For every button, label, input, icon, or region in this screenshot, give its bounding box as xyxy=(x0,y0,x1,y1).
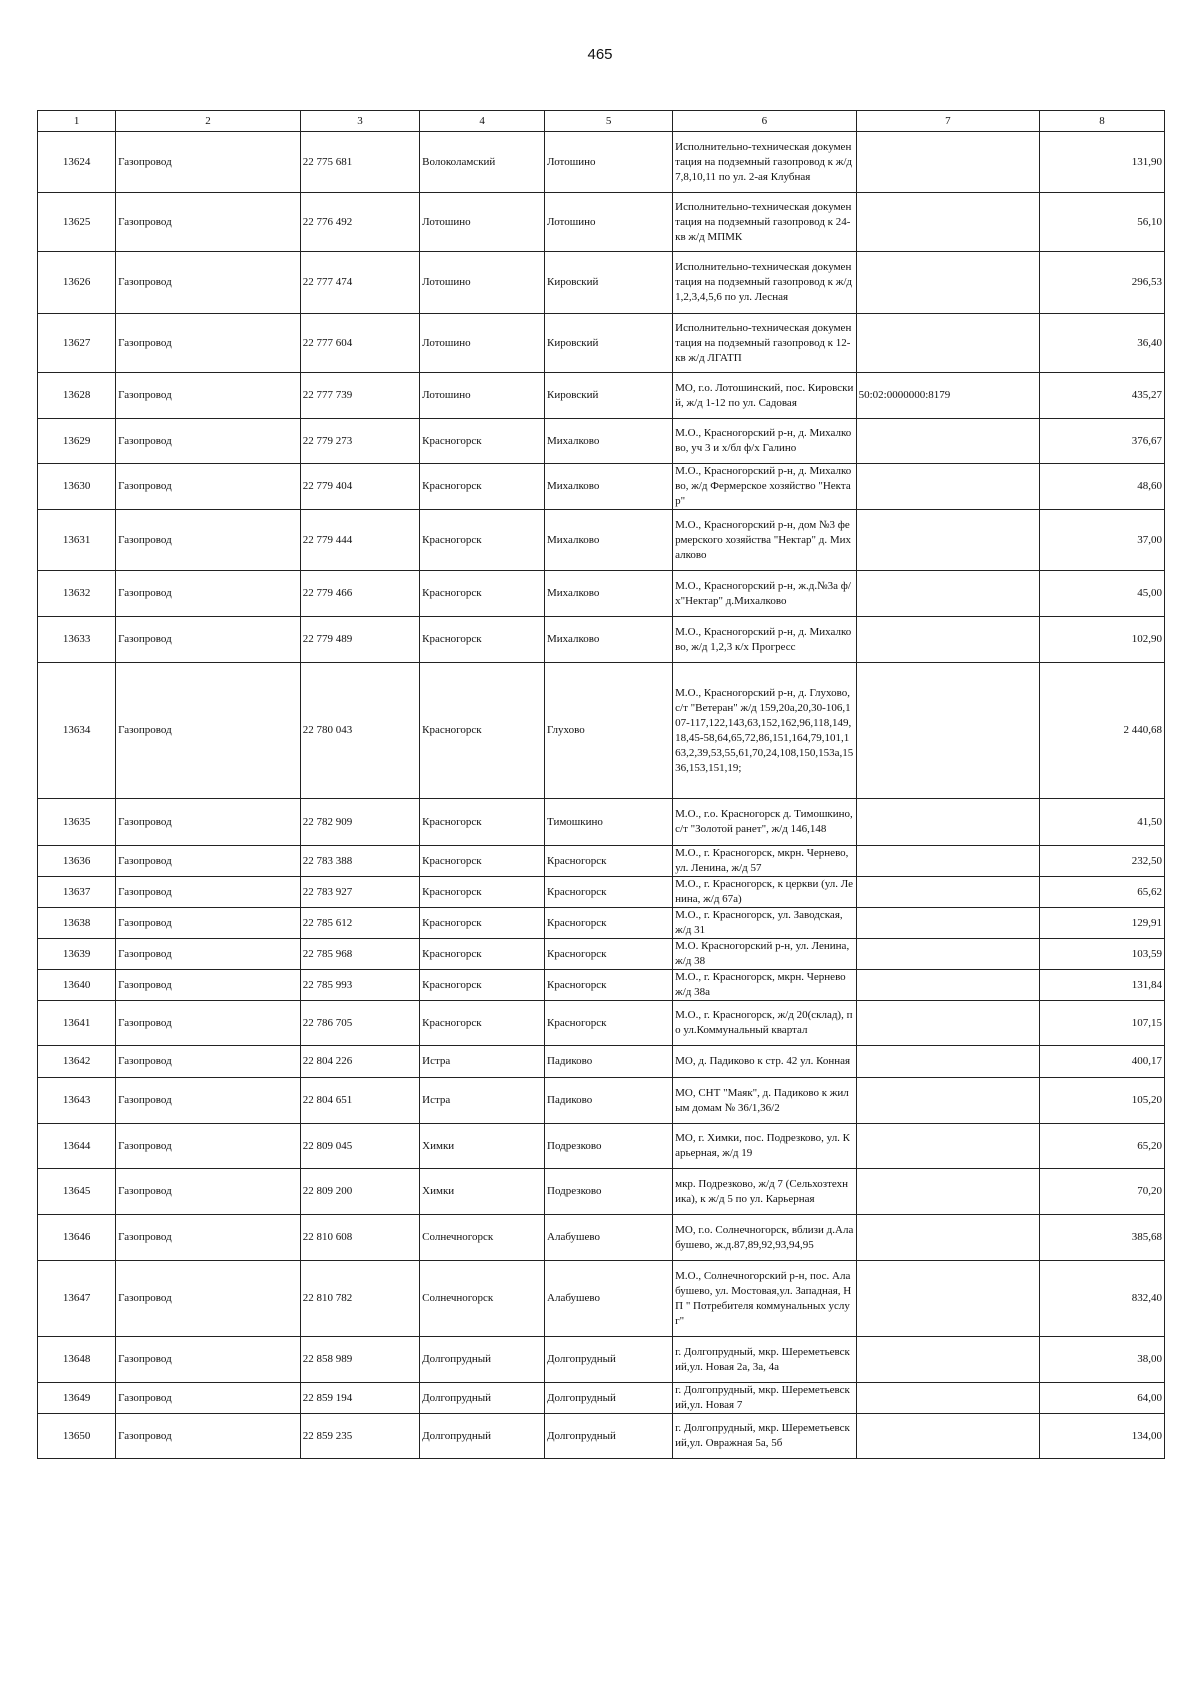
object-length: 832,40 xyxy=(1040,1261,1165,1337)
cadastral-number xyxy=(856,1215,1039,1261)
district-name: Солнечногорск xyxy=(420,1261,545,1337)
column-header: 6 xyxy=(673,111,856,132)
object-length: 435,27 xyxy=(1040,373,1165,419)
object-length: 385,68 xyxy=(1040,1215,1165,1261)
district-name: Красногорск xyxy=(420,464,545,510)
object-name: Газопровод xyxy=(116,617,301,663)
entry-number: 13634 xyxy=(38,663,116,799)
object-name: Газопровод xyxy=(116,908,301,939)
cadastral-number xyxy=(856,846,1039,877)
object-length: 41,50 xyxy=(1040,799,1165,846)
object-name: Газопровод xyxy=(116,663,301,799)
object-name: Газопровод xyxy=(116,970,301,1001)
object-length: 37,00 xyxy=(1040,510,1165,571)
locality-name: Кировский xyxy=(545,373,673,419)
object-name: Газопровод xyxy=(116,193,301,252)
locality-name: Михалково xyxy=(545,571,673,617)
cadastral-number xyxy=(856,193,1039,252)
object-code: 22 809 200 xyxy=(300,1169,419,1215)
object-address: Исполнительно-техническая документация на подземный газопровод к 24-кв ж/д МПМК xyxy=(673,193,856,252)
entry-number: 13632 xyxy=(38,571,116,617)
locality-name: Кировский xyxy=(545,252,673,314)
object-address: М.О., г. Красногорск, мкрн. Чернево ж/д 38а xyxy=(673,970,856,1001)
entry-number: 13635 xyxy=(38,799,116,846)
table-row xyxy=(38,908,1165,939)
district-name: Химки xyxy=(420,1124,545,1169)
object-name: Газопровод xyxy=(116,314,301,373)
object-name: Газопровод xyxy=(116,1261,301,1337)
district-name: Красногорск xyxy=(420,663,545,799)
table-row xyxy=(38,970,1165,1001)
object-code: 22 780 043 xyxy=(300,663,419,799)
cadastral-number xyxy=(856,1337,1039,1383)
column-header: 7 xyxy=(856,111,1039,132)
district-name: Красногорск xyxy=(420,617,545,663)
entry-number: 13631 xyxy=(38,510,116,571)
object-address: М.О., Красногорский р-н, ж.д.№3а ф/х"Нектар" д.Михалково xyxy=(673,571,856,617)
column-header: 4 xyxy=(420,111,545,132)
cadastral-number xyxy=(856,132,1039,193)
locality-name: Долгопрудный xyxy=(545,1337,673,1383)
object-code: 22 785 993 xyxy=(300,970,419,1001)
district-name: Волоколамский xyxy=(420,132,545,193)
district-name: Красногорск xyxy=(420,510,545,571)
entry-number: 13636 xyxy=(38,846,116,877)
object-address: г. Долгопрудный, мкр. Шереметьевский,ул. Новая 2а, 3а, 4а xyxy=(673,1337,856,1383)
cadastral-number xyxy=(856,1383,1039,1414)
locality-name: Лотошино xyxy=(545,132,673,193)
object-name: Газопровод xyxy=(116,1046,301,1078)
table-row xyxy=(38,510,1165,571)
entry-number: 13642 xyxy=(38,1046,116,1078)
table-row xyxy=(38,939,1165,970)
object-address: г. Долгопрудный, мкр. Шереметьевский,ул. Овражная 5а, 5б xyxy=(673,1414,856,1459)
object-address: М.О., Красногорский р-н, д. Михалково, уч 3 и х/бл ф/х Галино xyxy=(673,419,856,464)
object-length: 105,20 xyxy=(1040,1078,1165,1124)
district-name: Долгопрудный xyxy=(420,1414,545,1459)
cadastral-number xyxy=(856,1414,1039,1459)
object-address: М.О., Красногорский р-н, д. Михалково, ж/д Фермерское хозяйство "Нектар" xyxy=(673,464,856,510)
locality-name: Красногорск xyxy=(545,939,673,970)
object-name: Газопровод xyxy=(116,1001,301,1046)
object-length: 129,91 xyxy=(1040,908,1165,939)
object-code: 22 804 226 xyxy=(300,1046,419,1078)
object-code: 22 777 604 xyxy=(300,314,419,373)
object-address: М.О. Красногорский р-н, ул. Ленина, ж/д 38 xyxy=(673,939,856,970)
cadastral-number xyxy=(856,464,1039,510)
district-name: Красногорск xyxy=(420,571,545,617)
object-address: М.О., г. Красногорск, к церкви (ул. Ленина, ж/д 67а) xyxy=(673,877,856,908)
object-address: М.О., Красногорский р-н, д. Михалково, ж/д 1,2,3 к/х Прогресс xyxy=(673,617,856,663)
entry-number: 13637 xyxy=(38,877,116,908)
object-code: 22 859 235 xyxy=(300,1414,419,1459)
district-name: Лотошино xyxy=(420,252,545,314)
cadastral-number xyxy=(856,419,1039,464)
entry-number: 13641 xyxy=(38,1001,116,1046)
cadastral-number xyxy=(856,314,1039,373)
district-name: Лотошино xyxy=(420,314,545,373)
entry-number: 13633 xyxy=(38,617,116,663)
object-length: 102,90 xyxy=(1040,617,1165,663)
object-address: Исполнительно-техническая документация на подземный газопровод к ж/д 7,8,10,11 по ул. 2-ая Клубная xyxy=(673,132,856,193)
table-row xyxy=(38,846,1165,877)
entry-number: 13625 xyxy=(38,193,116,252)
column-header-row xyxy=(38,111,1165,132)
entry-number: 13647 xyxy=(38,1261,116,1337)
district-name: Красногорск xyxy=(420,846,545,877)
object-code: 22 858 989 xyxy=(300,1337,419,1383)
cadastral-number xyxy=(856,1046,1039,1078)
object-length: 36,40 xyxy=(1040,314,1165,373)
cadastral-number xyxy=(856,252,1039,314)
table-row xyxy=(38,571,1165,617)
object-length: 134,00 xyxy=(1040,1414,1165,1459)
object-address: МО, г.о. Лотошинский, пос. Кировский, ж/д 1-12 по ул. Садовая xyxy=(673,373,856,419)
object-name: Газопровод xyxy=(116,1078,301,1124)
object-name: Газопровод xyxy=(116,877,301,908)
object-name: Газопровод xyxy=(116,1169,301,1215)
locality-name: Алабушево xyxy=(545,1261,673,1337)
locality-name: Красногорск xyxy=(545,970,673,1001)
locality-name: Долгопрудный xyxy=(545,1383,673,1414)
table-row xyxy=(38,1337,1165,1383)
object-address: Исполнительно-техническая документация на подземный газопровод к 12-кв ж/д ЛГАТП xyxy=(673,314,856,373)
object-code: 22 785 968 xyxy=(300,939,419,970)
entry-number: 13630 xyxy=(38,464,116,510)
entry-number: 13644 xyxy=(38,1124,116,1169)
district-name: Красногорск xyxy=(420,419,545,464)
cadastral-number xyxy=(856,799,1039,846)
locality-name: Красногорск xyxy=(545,1001,673,1046)
object-length: 56,10 xyxy=(1040,193,1165,252)
object-code: 22 779 444 xyxy=(300,510,419,571)
object-code: 22 775 681 xyxy=(300,132,419,193)
object-length: 131,84 xyxy=(1040,970,1165,1001)
table-row xyxy=(38,617,1165,663)
object-name: Газопровод xyxy=(116,1337,301,1383)
object-length: 64,00 xyxy=(1040,1383,1165,1414)
district-name: Красногорск xyxy=(420,1001,545,1046)
entry-number: 13627 xyxy=(38,314,116,373)
table-row xyxy=(38,1078,1165,1124)
object-address: МО, г.о. Солнечногорск, вблизи д.Алабушево, ж.д.87,89,92,93,94,95 xyxy=(673,1215,856,1261)
district-name: Химки xyxy=(420,1169,545,1215)
table-row xyxy=(38,464,1165,510)
object-address: М.О., г. Красногорск, мкрн. Чернево, ул. Ленина, ж/д 57 xyxy=(673,846,856,877)
locality-name: Долгопрудный xyxy=(545,1414,673,1459)
cadastral-number xyxy=(856,908,1039,939)
column-header: 5 xyxy=(545,111,673,132)
entry-number: 13629 xyxy=(38,419,116,464)
table-row xyxy=(38,1383,1165,1414)
table-row xyxy=(38,1169,1165,1215)
object-address: М.О., Красногорский р-н, дом №3 фермерского хозяйства "Нектар" д. Михалково xyxy=(673,510,856,571)
entry-number: 13648 xyxy=(38,1337,116,1383)
cadastral-number xyxy=(856,1124,1039,1169)
object-address: МО, СНТ "Маяк", д. Падиково к жилым домам № 36/1,36/2 xyxy=(673,1078,856,1124)
object-length: 232,50 xyxy=(1040,846,1165,877)
object-length: 376,67 xyxy=(1040,419,1165,464)
district-name: Красногорск xyxy=(420,908,545,939)
page-number: 465 xyxy=(587,46,613,63)
object-name: Газопровод xyxy=(116,1414,301,1459)
column-header: 2 xyxy=(116,111,301,132)
object-code: 22 777 739 xyxy=(300,373,419,419)
locality-name: Подрезково xyxy=(545,1124,673,1169)
object-name: Газопровод xyxy=(116,799,301,846)
table-row xyxy=(38,1414,1165,1459)
object-length: 103,59 xyxy=(1040,939,1165,970)
district-name: Красногорск xyxy=(420,970,545,1001)
object-code: 22 810 608 xyxy=(300,1215,419,1261)
table-row xyxy=(38,1124,1165,1169)
column-header: 3 xyxy=(300,111,419,132)
cadastral-number xyxy=(856,571,1039,617)
entry-number: 13626 xyxy=(38,252,116,314)
object-code: 22 786 705 xyxy=(300,1001,419,1046)
object-length: 70,20 xyxy=(1040,1169,1165,1215)
locality-name: Михалково xyxy=(545,464,673,510)
entry-number: 13628 xyxy=(38,373,116,419)
locality-name: Алабушево xyxy=(545,1215,673,1261)
object-code: 22 779 489 xyxy=(300,617,419,663)
object-code: 22 783 927 xyxy=(300,877,419,908)
object-name: Газопровод xyxy=(116,846,301,877)
locality-name: Подрезково xyxy=(545,1169,673,1215)
district-name: Истра xyxy=(420,1078,545,1124)
entry-number: 13645 xyxy=(38,1169,116,1215)
object-length: 296,53 xyxy=(1040,252,1165,314)
locality-name: Михалково xyxy=(545,419,673,464)
district-name: Долгопрудный xyxy=(420,1337,545,1383)
table-row xyxy=(38,373,1165,419)
table-row xyxy=(38,1215,1165,1261)
district-name: Лотошино xyxy=(420,373,545,419)
object-name: Газопровод xyxy=(116,132,301,193)
object-name: Газопровод xyxy=(116,571,301,617)
table-row xyxy=(38,799,1165,846)
object-name: Газопровод xyxy=(116,1124,301,1169)
object-length: 2 440,68 xyxy=(1040,663,1165,799)
entry-number: 13643 xyxy=(38,1078,116,1124)
entry-number: 13638 xyxy=(38,908,116,939)
object-length: 65,62 xyxy=(1040,877,1165,908)
object-code: 22 779 273 xyxy=(300,419,419,464)
object-length: 65,20 xyxy=(1040,1124,1165,1169)
cadastral-number xyxy=(856,510,1039,571)
table-row xyxy=(38,1046,1165,1078)
district-name: Солнечногорск xyxy=(420,1215,545,1261)
cadastral-number xyxy=(856,877,1039,908)
object-code: 22 779 466 xyxy=(300,571,419,617)
object-address: М.О., г. Красногорск, ул. Заводская, ж/д 31 xyxy=(673,908,856,939)
object-name: Газопровод xyxy=(116,939,301,970)
object-code: 22 783 388 xyxy=(300,846,419,877)
register-table xyxy=(37,110,1165,1459)
object-address: мкр. Подрезково, ж/д 7 (Сельхозтехника), к ж/д 5 по ул. Карьерная xyxy=(673,1169,856,1215)
object-length: 107,15 xyxy=(1040,1001,1165,1046)
object-name: Газопровод xyxy=(116,510,301,571)
district-name: Красногорск xyxy=(420,877,545,908)
object-code: 22 777 474 xyxy=(300,252,419,314)
object-name: Газопровод xyxy=(116,252,301,314)
table-row xyxy=(38,193,1165,252)
table-row xyxy=(38,252,1165,314)
entry-number: 13646 xyxy=(38,1215,116,1261)
entry-number: 13639 xyxy=(38,939,116,970)
object-code: 22 859 194 xyxy=(300,1383,419,1414)
entry-number: 13649 xyxy=(38,1383,116,1414)
object-address: М.О., Солнечногорский р-н, пос. Алабушево, ул. Мостовая,ул. Западная, НП " Потребителя коммунальных услуг" xyxy=(673,1261,856,1337)
object-address: М.О., г.о. Красногорск д. Тимошкино, с/т "Золотой ранет", ж/д 146,148 xyxy=(673,799,856,846)
entry-number: 13650 xyxy=(38,1414,116,1459)
object-length: 45,00 xyxy=(1040,571,1165,617)
table-row xyxy=(38,132,1165,193)
object-address: г. Долгопрудный, мкр. Шереметьевский,ул. Новая 7 xyxy=(673,1383,856,1414)
object-name: Газопровод xyxy=(116,1215,301,1261)
object-code: 22 809 045 xyxy=(300,1124,419,1169)
locality-name: Падиково xyxy=(545,1046,673,1078)
locality-name: Красногорск xyxy=(545,877,673,908)
object-address: МО, г. Химки, пос. Подрезково, ул. Карьерная, ж/д 19 xyxy=(673,1124,856,1169)
entry-number: 13640 xyxy=(38,970,116,1001)
locality-name: Михалково xyxy=(545,510,673,571)
cadastral-number xyxy=(856,939,1039,970)
cadastral-number xyxy=(856,1169,1039,1215)
object-name: Газопровод xyxy=(116,1383,301,1414)
table-row xyxy=(38,419,1165,464)
object-code: 22 810 782 xyxy=(300,1261,419,1337)
locality-name: Глухово xyxy=(545,663,673,799)
district-name: Истра xyxy=(420,1046,545,1078)
object-address: МО, д. Падиково к стр. 42 ул. Конная xyxy=(673,1046,856,1078)
table-row xyxy=(38,663,1165,799)
cadastral-number xyxy=(856,1001,1039,1046)
cadastral-number xyxy=(856,1078,1039,1124)
object-address: М.О., г. Красногорск, ж/д 20(склад), по ул.Коммунальный квартал xyxy=(673,1001,856,1046)
object-code: 22 782 909 xyxy=(300,799,419,846)
column-header: 1 xyxy=(38,111,116,132)
object-code: 22 776 492 xyxy=(300,193,419,252)
object-name: Газопровод xyxy=(116,464,301,510)
object-address: Исполнительно-техническая документация на подземный газопровод к ж/д 1,2,3,4,5,6 по ул. Лесная xyxy=(673,252,856,314)
table-row xyxy=(38,314,1165,373)
cadastral-number xyxy=(856,617,1039,663)
entry-number: 13624 xyxy=(38,132,116,193)
object-code: 22 804 651 xyxy=(300,1078,419,1124)
cadastral-number xyxy=(856,970,1039,1001)
object-address: М.О., Красногорский р-н, д. Глухово, с/т "Ветеран" ж/д 159,20а,20,30-106,107-117,122,143,63,152,162,96,118,149,18,45-58,64,65,72,86,151,164,79,101,163,2,39,53,55,61,70,24,108,150,153а,1536,153,151,19; xyxy=(673,663,856,799)
district-name: Красногорск xyxy=(420,799,545,846)
locality-name: Красногорск xyxy=(545,846,673,877)
district-name: Красногорск xyxy=(420,939,545,970)
locality-name: Кировский xyxy=(545,314,673,373)
table-row xyxy=(38,877,1165,908)
district-name: Лотошино xyxy=(420,193,545,252)
object-name: Газопровод xyxy=(116,373,301,419)
locality-name: Лотошино xyxy=(545,193,673,252)
district-name: Долгопрудный xyxy=(420,1383,545,1414)
locality-name: Падиково xyxy=(545,1078,673,1124)
object-code: 22 785 612 xyxy=(300,908,419,939)
object-name: Газопровод xyxy=(116,419,301,464)
table-row xyxy=(38,1261,1165,1337)
column-header: 8 xyxy=(1040,111,1165,132)
object-length: 131,90 xyxy=(1040,132,1165,193)
locality-name: Михалково xyxy=(545,617,673,663)
cadastral-number: 50:02:0000000:8179 xyxy=(856,373,1039,419)
table-row xyxy=(38,1001,1165,1046)
object-code: 22 779 404 xyxy=(300,464,419,510)
object-length: 400,17 xyxy=(1040,1046,1165,1078)
object-length: 48,60 xyxy=(1040,464,1165,510)
object-length: 38,00 xyxy=(1040,1337,1165,1383)
locality-name: Красногорск xyxy=(545,908,673,939)
cadastral-number xyxy=(856,1261,1039,1337)
locality-name: Тимошкино xyxy=(545,799,673,846)
cadastral-number xyxy=(856,663,1039,799)
